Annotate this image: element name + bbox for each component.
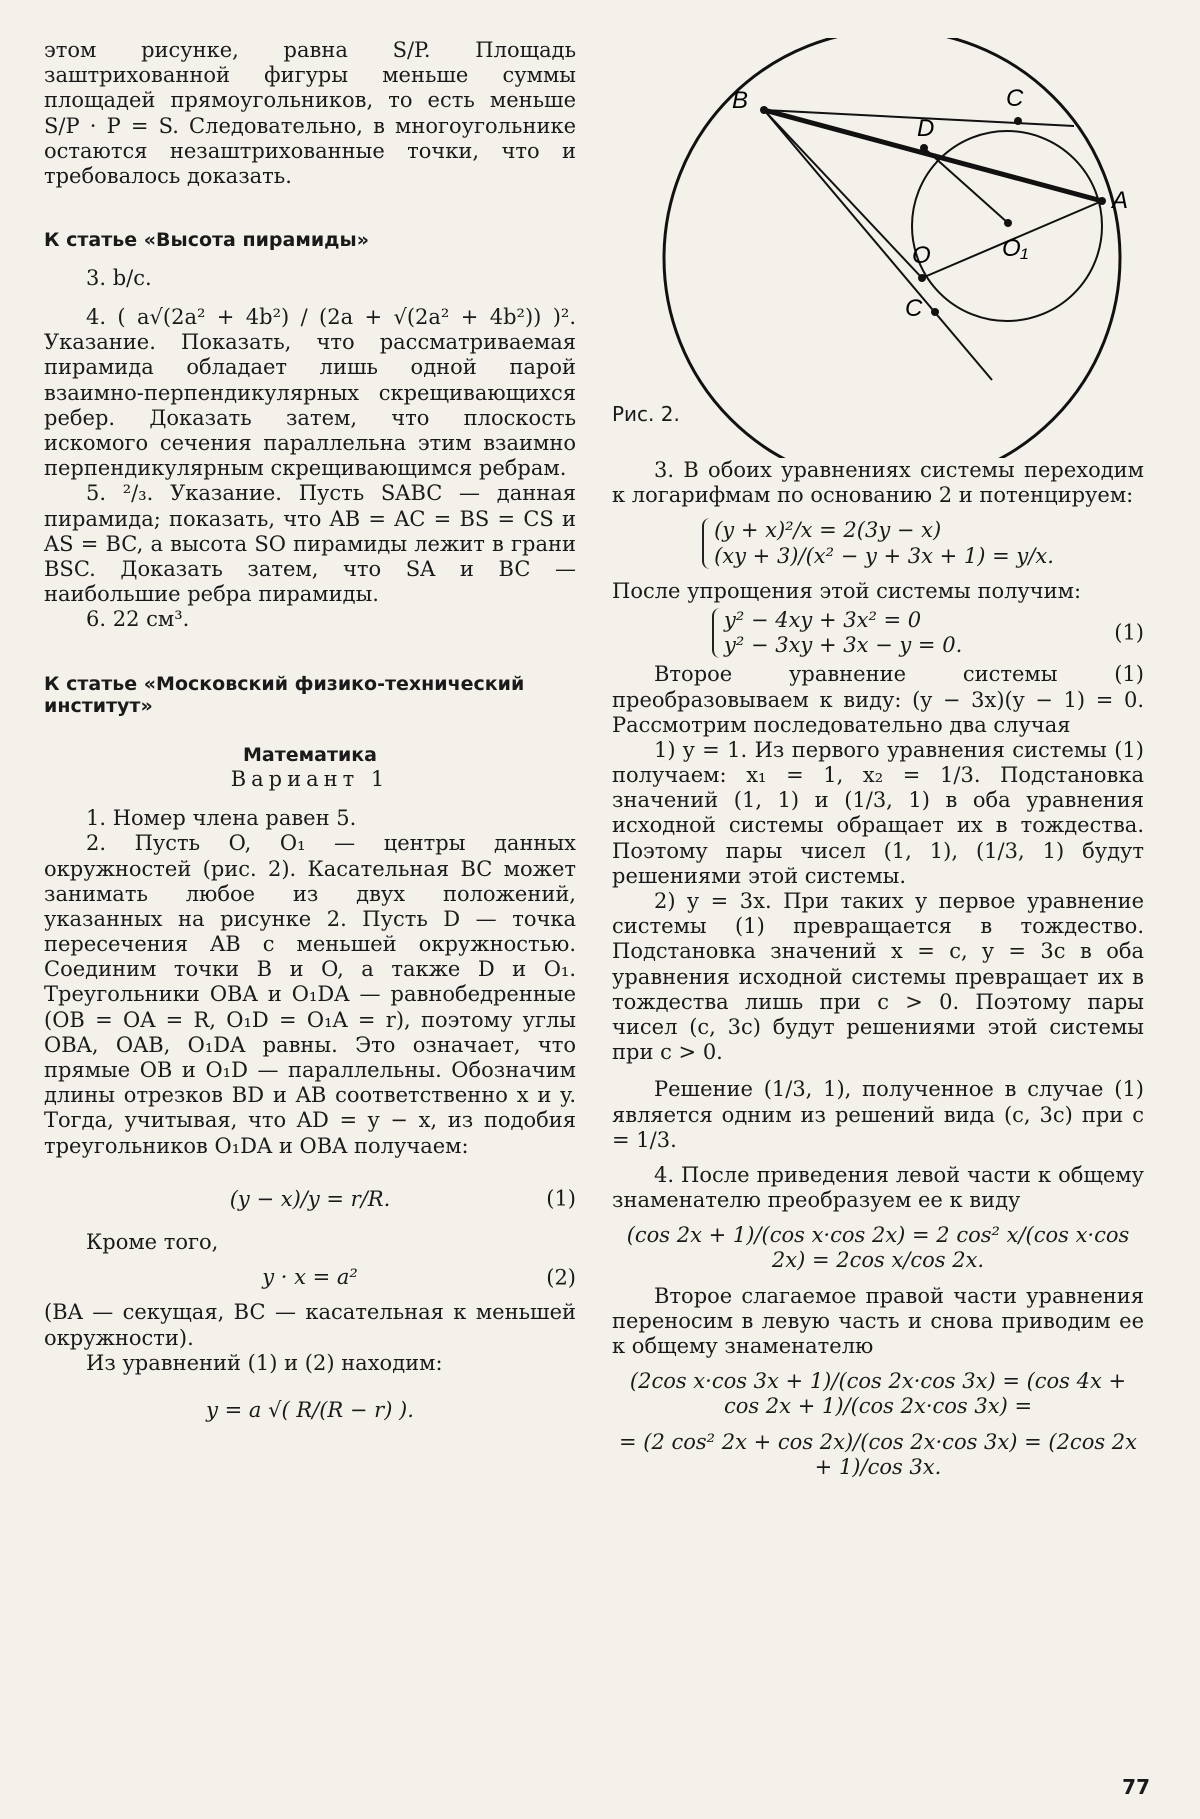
page-number: 77 (1122, 1775, 1150, 1799)
point-D (920, 144, 928, 152)
point-O1 (1004, 219, 1012, 227)
point-B (760, 106, 768, 114)
label-C-top: C (1006, 85, 1024, 112)
point-C-bottom (931, 308, 939, 316)
paragraph-intro: этом рисунке, равна S/P. Площадь заштрихованной фигуры меньше суммы площадей прямоугольников, то есть меньше S/P · P = S. Следовательно, в многоугольнике остаются незаштрихованные точки, что и требовалось доказать. (44, 38, 576, 188)
subheading-math: Математика (242, 744, 378, 767)
tangent-BC-bottom (764, 110, 992, 380)
equation-3: y = a √( R/(R − r) ). (206, 1397, 414, 1422)
equation-2 (44, 1265, 576, 1290)
secant-note: (BA — секущая, BC — касательная к меньшей окружности). (44, 1300, 576, 1350)
problem-4: 4. После приведения левой части к общему знаменателю преобразуем ее к виду (612, 1162, 1144, 1213)
label-A: A (1112, 187, 1129, 214)
system-2-number: (1) (1114, 620, 1144, 645)
line-DO1 (924, 148, 1008, 223)
equation-1 (44, 1187, 576, 1212)
answer-3: 3. b/c. (86, 265, 152, 290)
equation-5a: (2cos x·cos 3x + 1)/(cos 2x·cos 3x) = (cos 4x + cos 2x + 1)/(cos 2x·cos 3x) = (629, 1369, 1127, 1419)
system-2-brace (712, 608, 962, 658)
case-2: 2) y = 3x. При таких y первое уравнение системы (1) превращается в тождество. Подстановка значений x = c, y = 3c в оба уравнения исходной системы превращает их в тождества лишь при c > 0. Поэтому пары чисел (c, 3c) будут решениями этой системы при c > 0. (612, 889, 1144, 1065)
problem-2: 2. Пусть O, O₁ — центры данных окружностей (рис. 2). Касательная BC может занимать любое из двух положений, указанных на рисунке 2. Пусть D — точка пересечения AB с меньшей окружностью. Соединим точки B и O, а также D и O₁. Треугольники OBA и O₁DA — равнобедренные (OB = OA = R, O₁D = O₁A = r), поэтому углы OBA, OAB, O₁DA равны. Это означает, что прямые OB и O₁D — параллельны. Обозначим длины отрезков BD и AB соответственно x и y. Тогда, учитывая, что AD = y − x, из подобия треугольников O₁DA и OBA получаем: (44, 831, 576, 1158)
equation-1-number: (1) (546, 1186, 576, 1211)
answer-5: 5. ²/₃. Указание. Пусть SABC — данная пирамида; показать, что AB = AC = BS = CS и AS = BC, а высота SO пирамиды лежит в грани BSC. Доказать затем, что SA и BC — наибольшие ребра пирамиды. (44, 481, 576, 607)
answer-4: 4. ( a√(2a² + 4b²) / (2a + √(2a² + 4b²)) )². Указание. Показать, что рассматриваемая пирамида обладает лишь одной парой взаимно-перпендикулярных скрещивающихся ребер. Доказать затем, что плоскость искомого сечения параллельна этим взаимно перпендикулярным скрещивающимся ребрам. (44, 305, 576, 481)
equation-2-number: (2) (546, 1265, 576, 1290)
solution-note: Решение (1/3, 1), полученное в случае (1) является одним из решений вида (c, 3c) при c = 1/3. (612, 1077, 1144, 1152)
point-A (1098, 197, 1106, 205)
from-equations: Из уравнений (1) и (2) находим: (86, 1350, 443, 1375)
system-2-eq-b: y² − 3xy + 3x − y = 0. (724, 633, 963, 658)
system-2-eq-a: y² − 4xy + 3x² = 0 (724, 607, 922, 632)
problem-3: 3. В обоих уравнениях системы переходим к логарифмам по основанию 2 и потенцируем: (612, 458, 1144, 508)
equation-5b: = (2 cos² 2x + cos 2x)/(cos 2x·cos 3x) = (2cos 2x + 1)/cos 3x. (619, 1429, 1137, 1479)
system-2 (712, 608, 1144, 658)
figure-2 (612, 38, 1144, 458)
system-1-eq-a: (y + x)²/x = 2(3y − x) (714, 518, 942, 543)
label-O: O (912, 242, 931, 269)
equation-2-text: y · x = a² (262, 1265, 358, 1290)
label-O1: O₁ (1002, 235, 1029, 262)
point-C-top (1014, 117, 1022, 125)
right-column (612, 38, 1144, 1490)
equation-4: (cos 2x + 1)/(cos x·cos 2x) = 2 cos² x/(cos x·cos 2x) = 2cos x/cos 2x. (626, 1223, 1130, 1273)
system-1-eq-b: (xy + 3)/(x² − y + 3x + 1) = y/x. (714, 543, 1054, 568)
left-column (44, 38, 576, 1433)
system-1-brace (702, 518, 1054, 568)
circles-diagram (612, 38, 1144, 458)
heading-pyramid-height: К статье «Высота пирамиды» (44, 229, 369, 252)
point-O (918, 274, 926, 282)
figure-caption: Рис. 2. (612, 402, 680, 426)
answer-6: 6. 22 см³. (86, 607, 190, 632)
label-C-bottom: C (905, 295, 923, 322)
heading-mipt: К статье «Московский физико-технический институт» (44, 672, 525, 718)
krome-label: Кроме того, (86, 1229, 219, 1254)
second-equation: Второе уравнение системы (1) преобразовываем к виду: (y − 3x)(y − 1) = 0. Рассмотрим последовательно два случая (612, 662, 1144, 737)
line-BO (764, 110, 922, 278)
label-D: D (917, 115, 935, 142)
equation-1-text: (y − x)/y = r/R. (229, 1186, 391, 1211)
label-B: B (732, 87, 749, 114)
variant-label: Вариант 1 (230, 766, 390, 791)
second-term: Второе слагаемое правой части уравнения переносим в левую часть и снова приводим ее к общему знаменателю (612, 1283, 1144, 1358)
case-1: 1) y = 1. Из первого уравнения системы (1) получаем: x₁ = 1, x₂ = 1/3. Подстановка значений (1, 1) и (1/3, 1) в оба уравнения исходной системы обращает их в тождества. Поэтому пары чисел (1, 1), (1/3, 1) будут решениями этой системы. (612, 737, 1144, 888)
system-1 (612, 518, 1144, 568)
after-simplification: После упрощения этой системы получим: (612, 578, 1082, 603)
problem-1: 1. Номер члена равен 5. (86, 806, 357, 831)
